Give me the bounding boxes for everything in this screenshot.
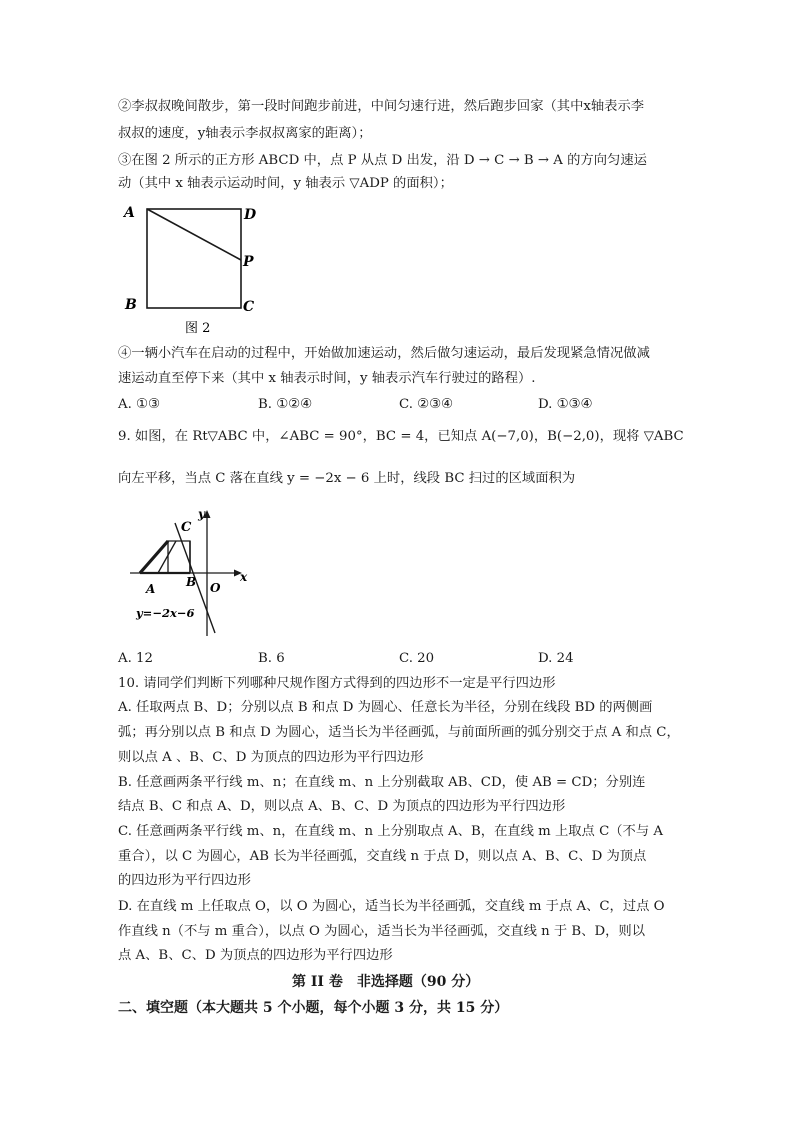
- q8-item4-line2: 速运动直至停下来（其中 x 轴表示时间，y 轴表示汽车行驶过的路程）.: [118, 371, 536, 386]
- q10-option-c-line2: 重合），以 C 为圆心，AB 长为半径画弧，交直线 n 于点 D，则以点 A、B、C、D 为顶点: [118, 849, 647, 864]
- label-a: A: [146, 582, 156, 596]
- label-o: O: [210, 581, 221, 595]
- subsection-title: 二、填空题（本大题共 5 个小题，每个小题 3 分，共 15 分）: [118, 1000, 509, 1016]
- label-b: B: [125, 297, 137, 313]
- q8-item3-line1: ③在图 2 所示的正方形 ABCD 中，点 P 从点 D 出发，沿 D → C → B → A 的方向匀速运: [118, 153, 647, 168]
- section-title: 第 II 卷 非选择题（90 分）: [292, 974, 480, 990]
- q10-option-b-line2: 结点 B、C 和点 A、D，则以点 A、B、C、D 为顶点的四边形为平行四边形: [118, 799, 566, 814]
- figure-caption: 图 2: [185, 321, 211, 336]
- q10-option-b-line1: B. 任意画两条平行线 m、n；在直线 m、n 上分别截取 AB、CD，使 AB = CD；分别连: [118, 775, 646, 790]
- label-p: P: [243, 254, 254, 270]
- q8-option-c[interactable]: C. ②③④: [399, 397, 453, 412]
- q8-item4-line1: ④一辆小汽车在启动的过程中，开始做加速运动，然后做匀速运动，最后发现紧急情况做减: [118, 346, 650, 361]
- q10-option-a-line2: 弧；再分别以点 B 和点 D 为圆心，适当长为半径画弧，与前面所画的弧分别交于点 A 和点 C，: [118, 725, 680, 740]
- q10-option-a-line3: 则以点 A 、B、C、D 为顶点的四边形为平行四边形: [118, 750, 424, 765]
- label-c: C: [243, 299, 255, 315]
- figure-2-square-abcd: [115, 198, 275, 340]
- side-ac: [140, 541, 168, 573]
- q9-line2: 向左平移，当点 C 落在直线 y = −2x − 6 上时，线段 BC 扫过的区域面积为: [118, 471, 576, 486]
- q8-option-d[interactable]: D. ①③④: [538, 397, 593, 412]
- label-y: y: [198, 507, 205, 521]
- hypotenuse-translated: [158, 541, 176, 573]
- q10-option-c-line1: C. 任意画两条平行线 m、n，在直线 m、n 上分别取点 A、B，在直线 m 上取点 C（不与 A: [118, 824, 663, 839]
- label-c: C: [181, 520, 192, 535]
- q8-item3-line2: 动（其中 x 轴表示运动时间，y 轴表示 ▽ADP 的面积）；: [118, 176, 453, 191]
- q9-option-b[interactable]: B. 6: [258, 651, 285, 666]
- q9-option-c[interactable]: C. 20: [399, 651, 435, 666]
- q9-line1: 9. 如图，在 Rt▽ABC 中，∠ABC = 90°，BC = 4，已知点 A(−7,0)，B(−2,0)，现将 ▽ABC: [118, 429, 684, 444]
- q10-option-d-line2: 作直线 n（不与 m 重合），以点 O 为圆心，适当长为半径画弧，交直线 n 于 B、D，则以: [118, 924, 646, 939]
- figure-q9-coordinate: [118, 500, 258, 640]
- q8-option-b[interactable]: B. ①②④: [258, 397, 312, 412]
- line-equation-label: y=−2x−6: [136, 606, 195, 620]
- q9-option-a[interactable]: A. 12: [118, 651, 153, 666]
- q8-item2-line1: ②李叔叔晚间散步，第一段时间跑步前进，中间匀速行进，然后跑步回家（其中x轴表示李: [118, 99, 645, 114]
- q10-stem: 10. 请同学们判断下列哪种尺规作图方式得到的四边形不一定是平行四边形: [118, 676, 556, 691]
- label-d: D: [244, 207, 257, 223]
- q10-option-d-line3: 点 A、B、C、D 为顶点的四边形为平行四边形: [118, 948, 393, 963]
- q10-option-c-line3: 的四边形为平行四边形: [118, 873, 251, 888]
- q10-option-a-line1: A. 任取两点 B、D；分别以点 B 和点 D 为圆心、任意长为半径，分别在线段 BD 的两侧画: [118, 700, 653, 715]
- q9-option-d[interactable]: D. 24: [538, 651, 574, 666]
- segment-ap: [147, 209, 241, 260]
- label-x: x: [240, 570, 248, 584]
- label-a: A: [124, 205, 135, 221]
- square-abcd: [147, 209, 241, 308]
- q10-option-d-line1: D. 在直线 m 上任取点 O，以 O 为圆心，适当长为半径画弧，交直线 m 于点 A、C，过点 O: [118, 899, 665, 914]
- label-b: B: [186, 575, 197, 589]
- q8-option-a[interactable]: A. ①③: [118, 397, 160, 412]
- q8-item2-line2: 叔叔的速度，y轴表示李叔叔离家的距离）；: [118, 126, 372, 141]
